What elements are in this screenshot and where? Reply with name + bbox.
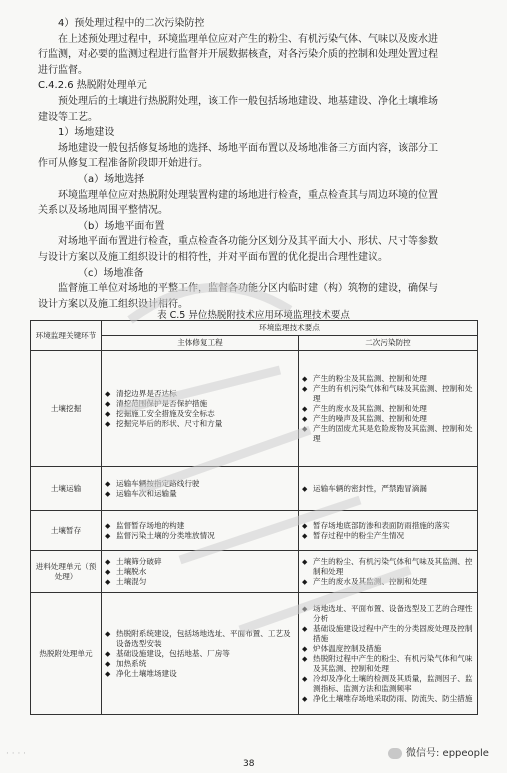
paragraph-line: 场地建设一般包括修复场地的选择、场地平面布置以及场地准备三方面内容，该部分工	[58, 142, 438, 154]
list-item: ◆ 运输车辆的密封性，严禁跑冒滴漏	[302, 484, 474, 494]
list-item: ◆ 产生的废水及其监测、控制和处理	[302, 404, 474, 414]
list-item: ◆ 挖掘完毕后的形状、尺寸和方量	[105, 419, 295, 429]
supervision-table	[30, 320, 478, 715]
list-item: ◆ 清挖边界是否达标	[105, 389, 295, 399]
secondary-cell	[299, 351, 478, 467]
header-group: 环境监理技术要点	[102, 321, 478, 336]
list-item: ◆ 热脱附系统建设，包括场地选址、平面布置、工艺及设备选型安装	[105, 629, 295, 649]
paragraph-line: 与设计方案以及施工组织设计的相符性，并对平面布置的优化提出合理性建议。	[38, 251, 388, 263]
list-item: ◆ 净化土壤堆场建设	[105, 669, 295, 679]
list-item: ◆ 场地选址、平面布置、设备选型及工艺的合理性分析	[302, 604, 474, 624]
list-item: ◆ 产生的噪声及其监测、控制和处理	[302, 414, 474, 424]
paragraph-line: 关系以及场地周围平整情况。	[38, 205, 168, 217]
table-row	[31, 467, 478, 511]
row-key: 土壤挖掘	[31, 351, 102, 467]
paragraph-line: 在上述预处理过程中，环境监理单位应对产生的粉尘、有机污染气体、气味以及废水进	[58, 33, 438, 45]
paragraph-line: 作可从修复工程准备阶段即开始进行。	[38, 158, 208, 170]
main-cell	[102, 551, 299, 593]
wechat-label: 微信号: eppeople	[406, 748, 489, 759]
header-key: 环境监理关键环节	[31, 321, 102, 351]
secondary-cell	[299, 551, 478, 593]
list-item: ◆ 产生的有机污染气体和气味及其监测、控制和处理	[302, 384, 474, 404]
list-item: ◆ 冷却及净化土壤的检测及其质量，监测因子、监测指标、监测方法和监测频率	[302, 674, 474, 694]
sub-sub-heading: （a）场地选择	[78, 173, 145, 185]
list-item: ◆ 暂存场地底部防渗和表面防雨措施的落实	[302, 521, 474, 531]
list-item: ◆ 产生的粉尘及其监测、控制和处理	[302, 374, 474, 384]
row-key: 进料处理单元（预处理）	[31, 551, 102, 593]
list-item: ◆ 监督暂存场地的构建	[105, 521, 295, 531]
list-item: ◆ 加热系统	[105, 659, 295, 669]
table-caption: 表 C.5 异位热脱附技术应用环境监理技术要点	[157, 310, 350, 321]
list-item: ◆ 运输车辆按指定路线行驶	[105, 479, 295, 489]
row-key: 热脱附处理单元	[31, 593, 102, 715]
list-item: ◆ 监督污染土壤的分类堆放情况	[105, 531, 295, 541]
header-secondary: 二次污染防控	[299, 336, 478, 351]
table-row	[31, 351, 478, 467]
paragraph-line: 建设等工艺。	[38, 111, 98, 123]
sub-sub-heading: （c）场地准备	[78, 267, 144, 279]
row-key: 土壤暂存	[31, 511, 102, 551]
table-row	[31, 551, 478, 593]
list-item: ◆ 土壤筛分破碎	[105, 557, 295, 567]
list-item: ◆ 产生的废水及其监测、控制和处理	[302, 577, 474, 587]
secondary-cell	[299, 511, 478, 551]
list-item: ◆ 净化土壤堆存场地采取防雨、防流失、防尘措施	[302, 694, 474, 704]
table-row	[31, 593, 478, 715]
list-item: ◆ 产生的固废尤其是危险废物及其监测、控制和处理	[302, 424, 474, 444]
paragraph-line: 监督施工单位对场地的平整工作，监督各功能分区内临时建（构）筑物的建设，确保与	[58, 283, 438, 295]
table-row	[31, 511, 478, 551]
paragraph-line: 进行监督。	[38, 64, 88, 76]
sub-sub-heading: （b）场地平面布置	[78, 220, 165, 232]
main-cell	[102, 467, 299, 511]
footer-watermark: · · · ·	[6, 749, 27, 759]
page-number: 38	[243, 759, 255, 769]
list-item: ◆ 土壤脱水	[105, 567, 295, 577]
list-item: ◆ 暂存过程中的粉尘产生情况	[302, 531, 474, 541]
paragraph-line: 行监测，对必要的监测过程进行监督并开展数据核查，对各污染介质的控制和处理处置过程	[38, 49, 438, 61]
main-cell	[102, 593, 299, 715]
paragraph-line: 设计方案以及施工组织设计相符。	[38, 298, 188, 310]
list-item: ◆ 炉体温度控制及措施	[302, 644, 474, 654]
list-item: ◆ 运输车次和运输量	[105, 489, 295, 499]
list-item: ◆ 土壤混匀	[105, 577, 295, 587]
wechat-id	[388, 744, 489, 759]
list-item: ◆ 产生的粉尘、有机污染气体和气味及其监测、控制和处理	[302, 557, 474, 577]
main-cell	[102, 511, 299, 551]
section-heading: C.4.2.6 热脱附处理单元	[38, 80, 147, 92]
paragraph-line: 预处理后的土壤进行热脱附处理，该工作一般包括场地建设、地基建设、净化土壤堆场	[58, 95, 438, 107]
secondary-cell	[299, 593, 478, 715]
secondary-cell	[299, 467, 478, 511]
paragraph-line: 对场地平面布置进行检查，重点检查各功能分区划分及其平面大小、形状、尺寸等参数	[58, 236, 438, 248]
list-item: ◆ 清挖范围保护是否保护措施	[105, 399, 295, 409]
list-item: ◆ 热脱附过程中产生的粉尘、有机污染气体和气味及其监测、控制和处理	[302, 654, 474, 674]
heading-4: 4）预处理过程中的二次污染防控	[58, 18, 205, 29]
wechat-icon	[388, 748, 402, 759]
list-item: ◆ 基础设施建设，包括地基、厂房等	[105, 649, 295, 659]
main-cell	[102, 351, 299, 467]
list-item: ◆ 基础设施建设过程中产生的分类固废处理及控制措施	[302, 624, 474, 644]
body-text	[38, 16, 477, 312]
header-main: 主体修复工程	[102, 336, 299, 351]
sub-heading: 1）场地建设	[58, 127, 115, 139]
list-item: ◆ 挖掘施工安全措施及安全标志	[105, 409, 295, 419]
paragraph-line: 环境监理单位应对热脱附处理装置构建的场地进行检查，重点检查其与周边环境的位置	[58, 189, 438, 201]
row-key: 土壤运输	[31, 467, 102, 511]
